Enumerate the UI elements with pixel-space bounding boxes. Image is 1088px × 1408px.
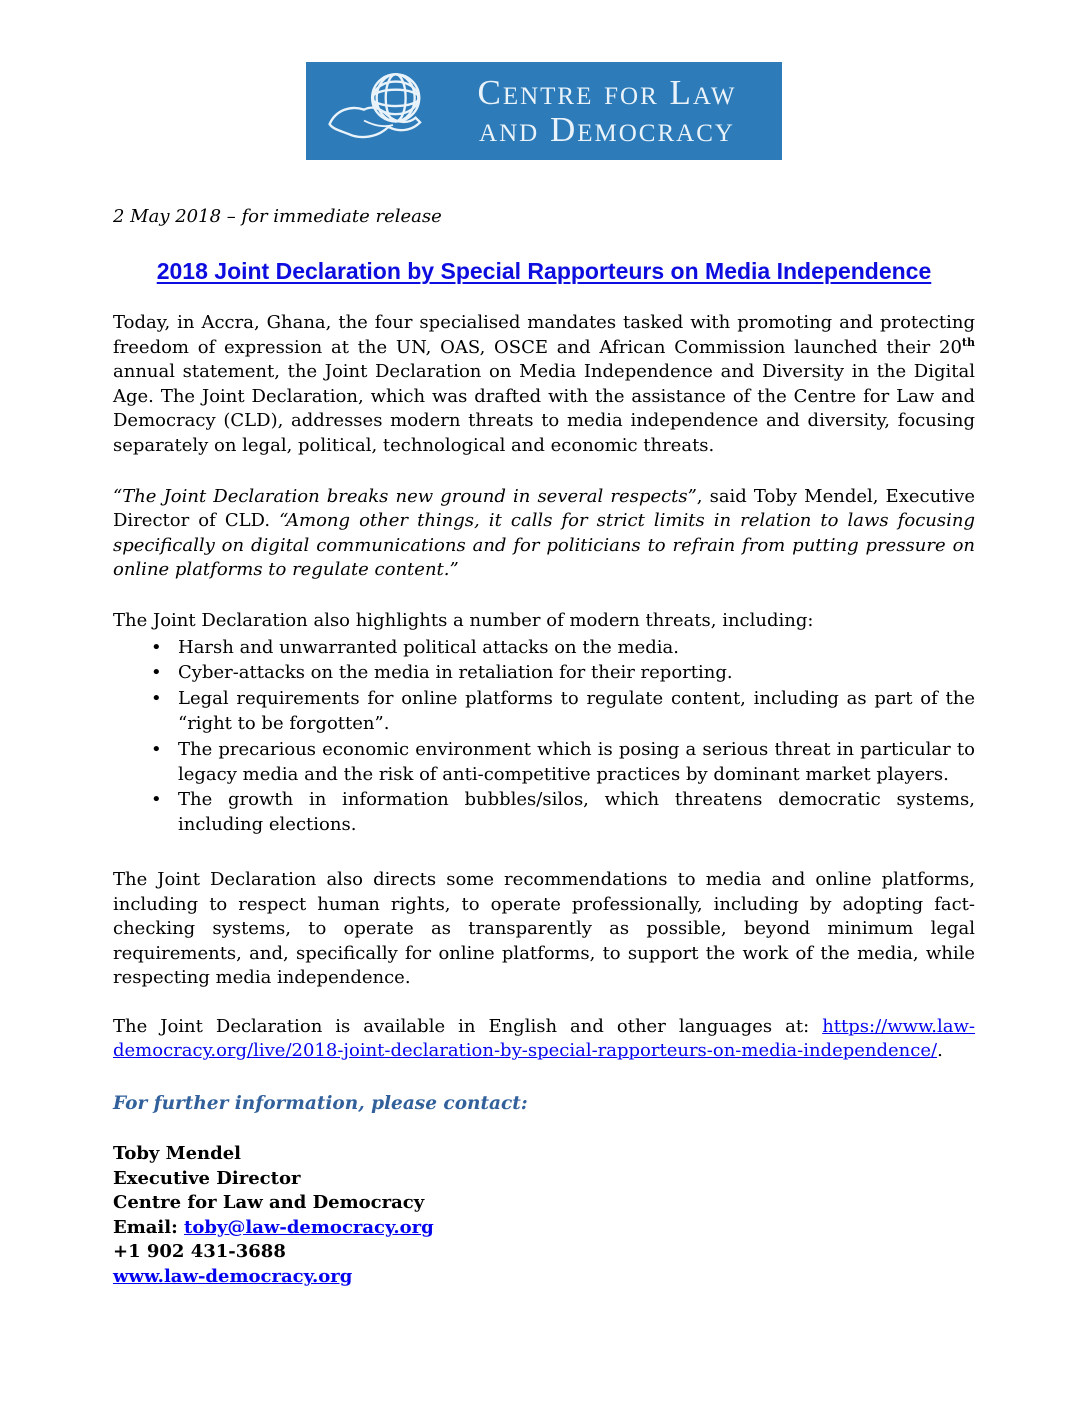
recommendations-paragraph: The Joint Declaration also directs some recommendations to media and online platforms, including to respect human rights, to operate professionally, including by adopting fact-checking systems, to operate as transparently as possible, beyond minimum legal requirements, and, specifically for online platforms, to support the work of the media, while respecting media independence. — [113, 868, 975, 989]
availability-paragraph — [113, 1015, 975, 1064]
logo-line-2: and Democracy — [479, 110, 735, 149]
quote-part-1: “The Joint Declaration breaks new ground in several respects” — [113, 485, 697, 507]
ordinal-suffix: th — [961, 335, 975, 349]
threat-item: • Cyber-attacks on the media in retaliation for their reporting. — [113, 661, 975, 686]
email-link[interactable]: toby@law-democracy.org — [184, 1216, 434, 1238]
quote-paragraph — [113, 485, 975, 583]
contact-website-line — [113, 1265, 975, 1290]
logo-line-1: Centre for Law — [477, 73, 737, 112]
contact-role: Executive Director — [113, 1167, 301, 1189]
quote-attribution: , said Toby Mendel, Executive Director of CLD. — [113, 485, 975, 532]
intro-paragraph — [113, 311, 975, 459]
logo-text — [442, 75, 772, 147]
website-link[interactable]: www.law-democracy.org — [113, 1266, 353, 1288]
contact-block — [113, 1142, 975, 1290]
threats-intro: The Joint Declaration also highlights a number of modern threats, including: — [113, 609, 814, 631]
hand-globe-icon — [324, 68, 442, 154]
date-line: 2 May 2018 – for immediate release — [113, 206, 442, 227]
declaration-link[interactable]: https://www.law-democracy.org/live/2018-joint-declaration-by-special-rapporteurs-on-media-independence/ — [113, 1015, 975, 1062]
threat-item: • The precarious economic environment which is posing a serious threat in particular to legacy media and the risk of anti-competitive practices by dominant market players. — [113, 738, 975, 788]
threat-item: • Harsh and unwarranted political attacks on the media. — [113, 636, 975, 661]
availability-period: . — [937, 1040, 943, 1062]
intro-text-before: Today, in Accra, Ghana, the four specialised mandates tasked with promoting and protecting freedom of expression at the UN, OAS, OSCE and African Commission launched their 20 — [113, 312, 975, 358]
threats-list — [113, 636, 975, 838]
threat-item: • The growth in information bubbles/silos, which threatens democratic systems, including elections. — [113, 788, 975, 838]
contact-email-line — [113, 1216, 975, 1241]
email-label: Email: — [113, 1216, 185, 1238]
logo-banner — [306, 62, 782, 160]
page-title: 2018 Joint Declaration by Special Rapporteurs on Media Independence — [156, 258, 932, 284]
contact-phone: +1 902 431-3688 — [113, 1241, 286, 1263]
contact-heading: For further information, please contact: — [113, 1093, 528, 1115]
intro-text-after: annual statement, the Joint Declaration on Media Independence and Diversity in the Digital Age. The Joint Declaration, which was drafted with the assistance of the Centre for Law and Democracy (CLD), addresses modern threats to media independence and diversity, focusing separately on legal, political, technological and economic threats. — [113, 361, 975, 456]
contact-org: Centre for Law and Democracy — [113, 1192, 425, 1214]
contact-name: Toby Mendel — [113, 1143, 241, 1165]
quote-part-2: “Among other things, it calls for strict limits in relation to laws focusing specifically on digital communications and for politicians to refrain from putting pressure on online platforms to regulate content.” — [113, 510, 975, 581]
availability-text: The Joint Declaration is available in English and other languages at: — [113, 1015, 823, 1037]
threat-item: • Legal requirements for online platforms to regulate content, including as part of the “right to be forgotten”. — [113, 687, 975, 737]
